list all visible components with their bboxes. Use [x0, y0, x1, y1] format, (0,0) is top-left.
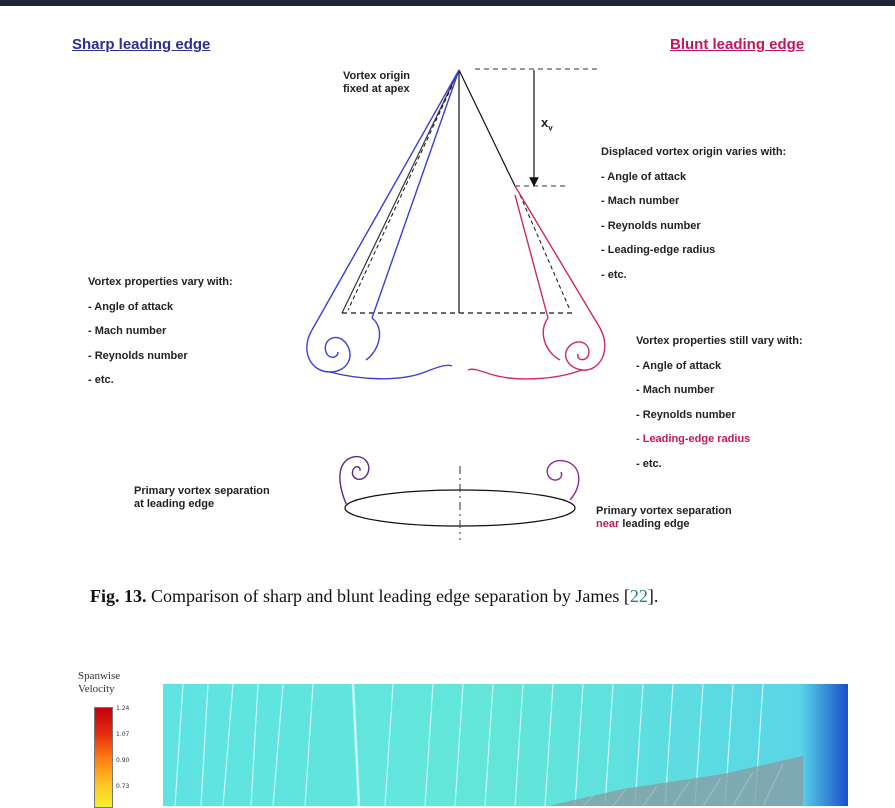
sharp-properties-title: Vortex properties vary with: [88, 276, 233, 288]
primary-separation-spiral-left [340, 457, 369, 506]
primary-left-line2: at leading edge [134, 498, 215, 510]
colorbar [94, 707, 113, 808]
primary-right-line1: Primary vortex separation [596, 505, 732, 517]
blunt-vortex-spiral [566, 328, 605, 370]
colorbar-title-line1: Spanwise [78, 670, 121, 682]
blunt-properties-title: Vortex properties still vary with: [636, 335, 803, 347]
list-item: - etc. [88, 374, 114, 386]
blunt-vortex-cone-outer [515, 186, 600, 328]
blunt-edge-heading: Blunt leading edge [670, 36, 805, 53]
caption-text: Comparison of sharp and blunt leading edge separation by James [ [146, 586, 630, 606]
list-item: - Mach number [601, 195, 680, 207]
displaced-origin-title: Displaced vortex origin varies with: [601, 146, 787, 158]
colorbar-tick: 1.24 [116, 705, 130, 712]
caption-label: Fig. 13. [90, 586, 147, 606]
list-item: - etc. [601, 268, 627, 281]
list-item: - Angle of attack [88, 300, 174, 313]
left-leading-edge [342, 70, 459, 313]
xv-subscript: v [548, 123, 553, 133]
colorbar-tick: 1.07 [116, 731, 130, 738]
displaced-origin-list [601, 146, 786, 293]
list-item: - Mach number [88, 325, 167, 337]
sharp-vortex-spiral [307, 330, 350, 372]
xv-symbol: x [541, 115, 549, 130]
caption-end: ]. [647, 586, 659, 606]
apex-label-line1: Vortex origin [343, 70, 411, 82]
primary-separation-right-label [596, 505, 732, 531]
list-item: - Angle of attack [636, 359, 722, 372]
primary-right-leading-edge: leading edge [622, 518, 690, 530]
blunt-properties-list [636, 335, 803, 482]
primary-right-near: near [596, 518, 620, 530]
list-item: - Reynolds number [601, 219, 701, 232]
colorbar-title-line2: Velocity [78, 683, 115, 695]
colorbar-tick: 0.90 [116, 757, 130, 764]
list-item: - Mach number [636, 384, 715, 396]
list-item: - Reynolds number [636, 408, 736, 421]
blunt-upper-surface [468, 369, 582, 379]
colorbar-tick: 0.73 [116, 783, 130, 790]
list-item: - Reynolds number [88, 349, 188, 362]
cfd-velocity-field [163, 684, 848, 806]
list-item: - etc. [636, 457, 662, 470]
apex-label-line2: fixed at apex [343, 83, 410, 95]
figure-caption [90, 586, 850, 607]
xv-label [541, 116, 553, 135]
sharp-vortex-cone-inner [372, 70, 459, 318]
apex-label [343, 70, 410, 96]
sharp-upper-surface [330, 365, 452, 379]
sharp-properties-list [88, 276, 233, 399]
citation-link[interactable]: 22 [629, 586, 648, 606]
primary-right-line2 [596, 518, 732, 531]
primary-separation-left-label [134, 485, 270, 511]
right-leading-edge [459, 70, 515, 186]
sharp-edge-heading: Sharp leading edge [72, 36, 211, 53]
list-item: - Angle of attack [601, 170, 687, 183]
colorbar-title [78, 670, 120, 696]
list-item-highlighted: - Leading-edge radius [636, 433, 751, 445]
primary-separation-spiral-right [547, 461, 579, 500]
list-item: - Leading-edge radius [601, 244, 716, 256]
sharp-vortex-cone-outer [312, 70, 459, 330]
primary-left-line1: Primary vortex separation [134, 485, 270, 497]
